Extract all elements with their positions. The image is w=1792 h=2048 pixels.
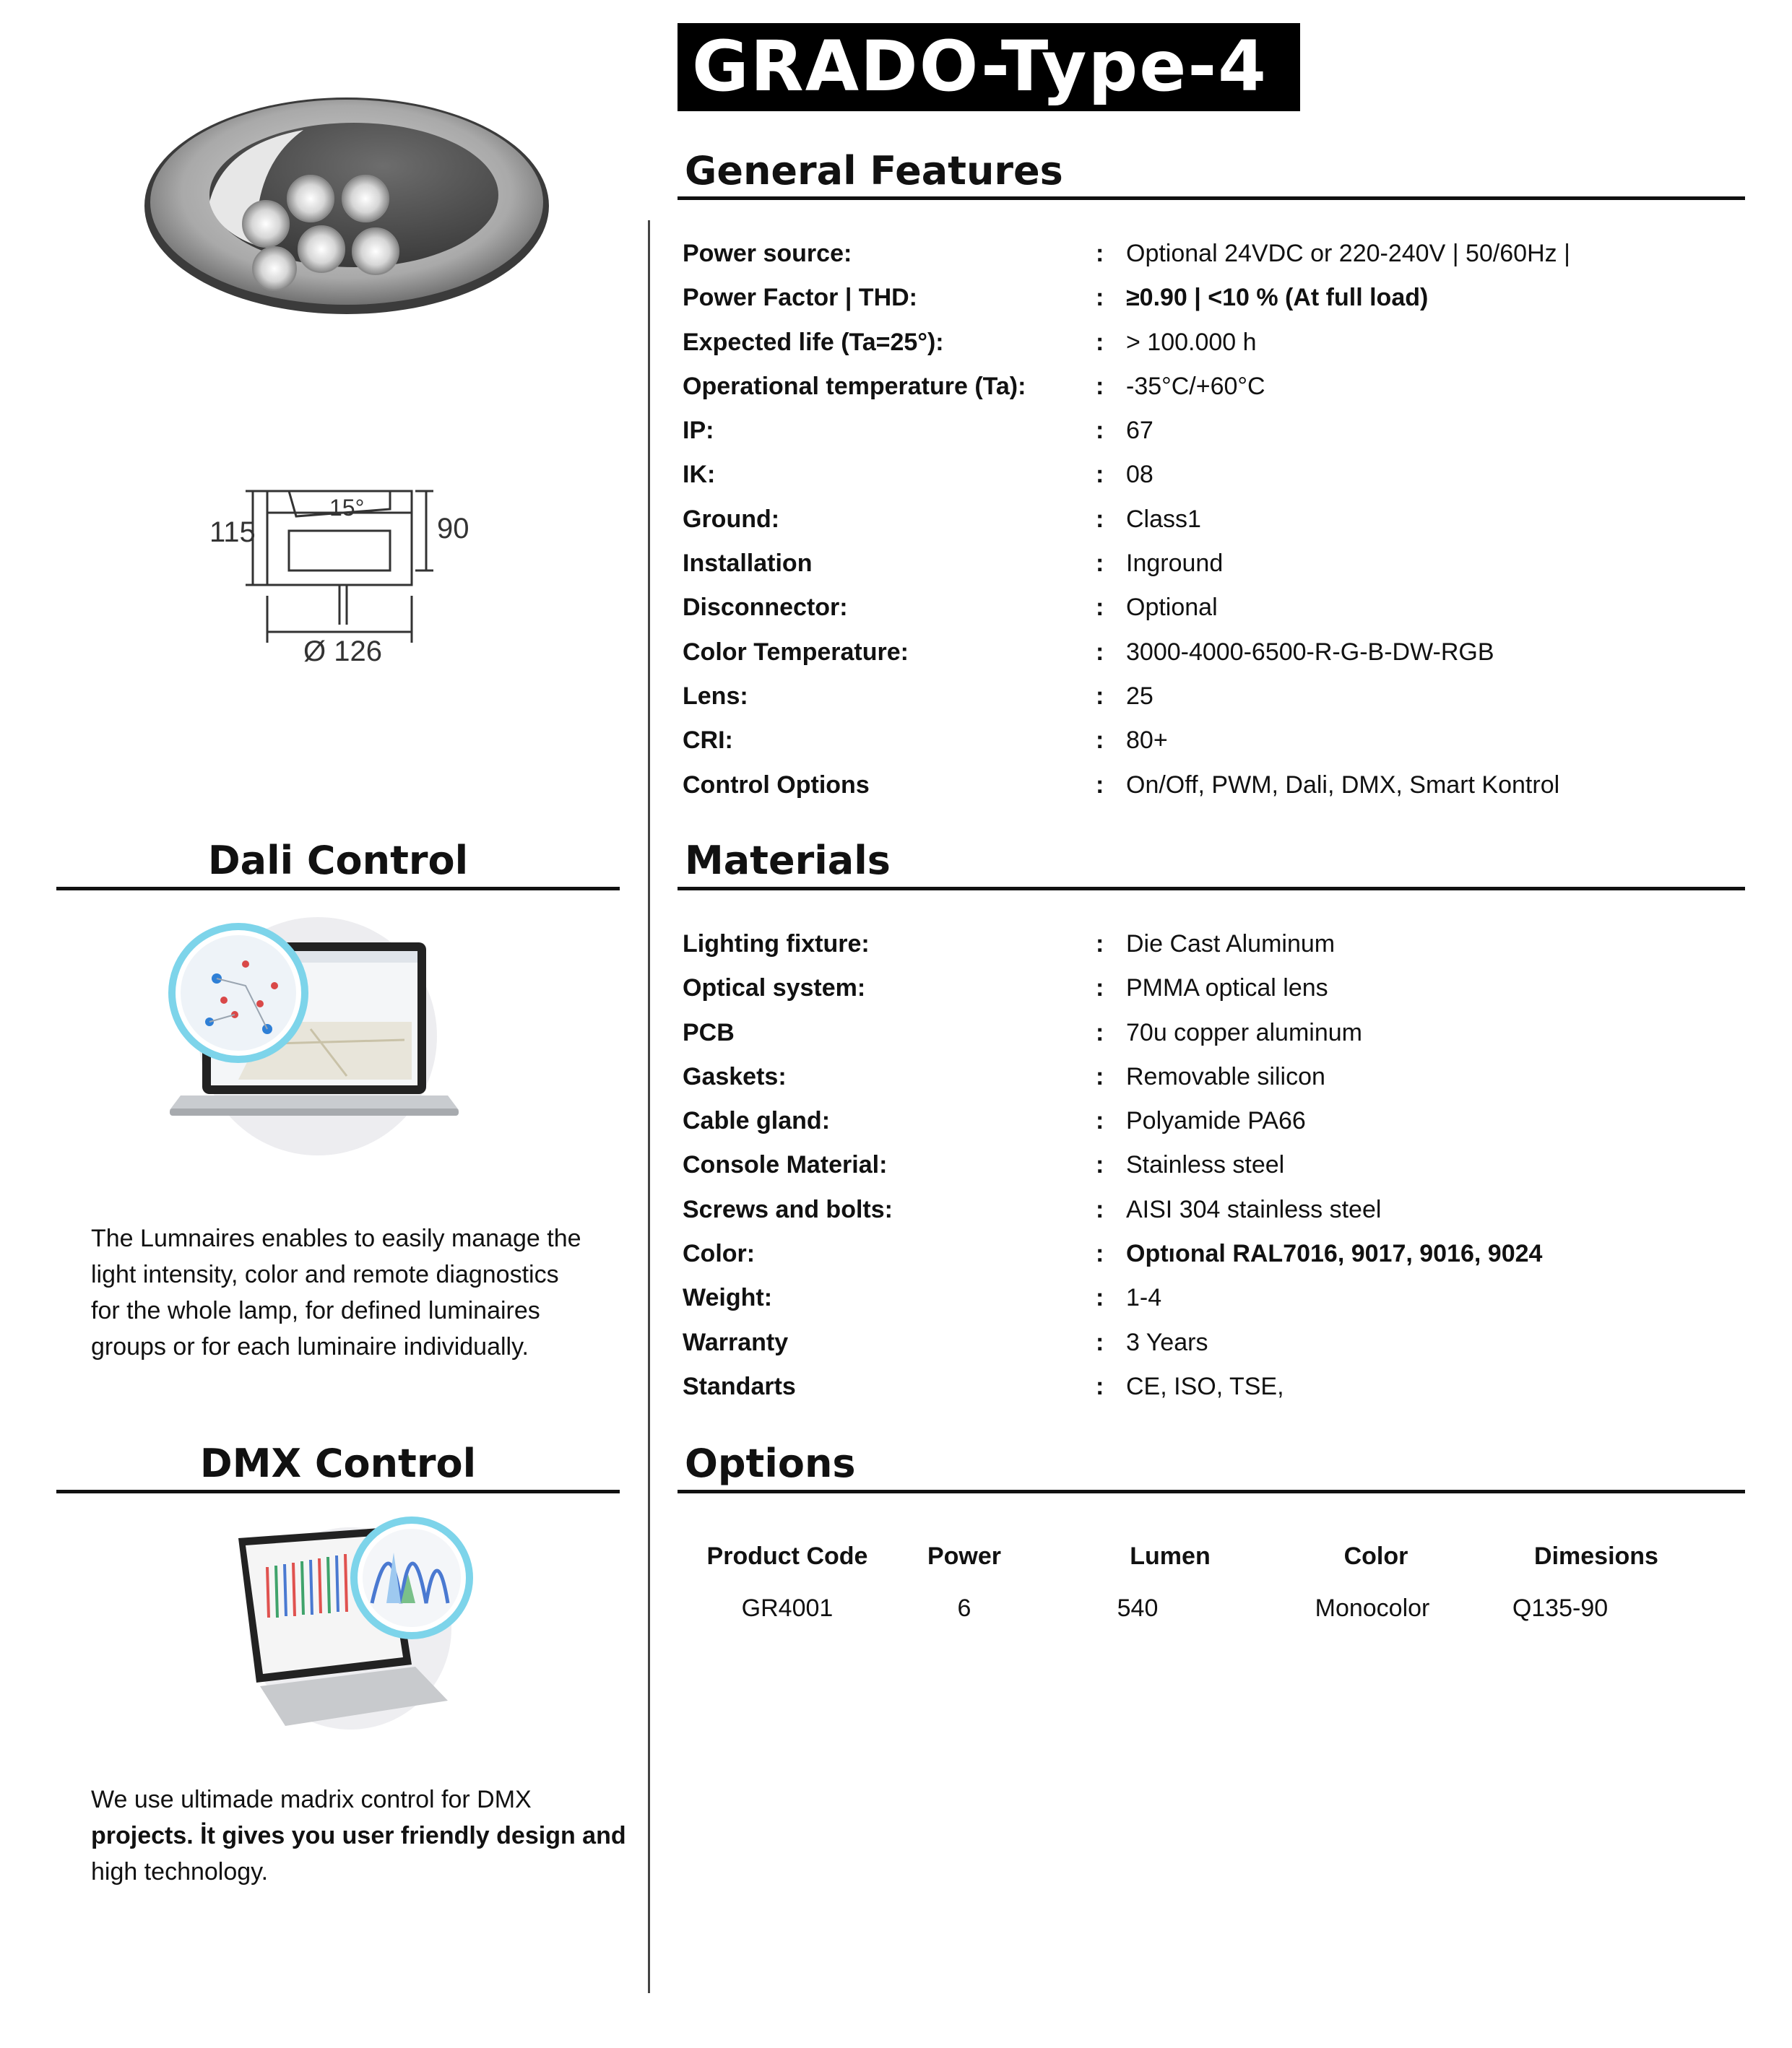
spec-label: Operational temperature (Ta): bbox=[683, 372, 1026, 400]
spec-label: Warranty bbox=[683, 1328, 789, 1356]
spec-label: CRI: bbox=[683, 726, 733, 755]
spec-value: Optional 24VDC or 220-240V | 50/60Hz | bbox=[1126, 240, 1570, 267]
dali-text-line: for the whole lamp, for defined luminaires bbox=[91, 1297, 540, 1324]
spec-row bbox=[683, 678, 1752, 722]
spec-value: Class1 bbox=[1126, 505, 1201, 533]
spec-colon: : bbox=[1096, 1107, 1104, 1135]
spec-label: Installation bbox=[683, 550, 813, 578]
spec-row bbox=[683, 1280, 1752, 1324]
spec-colon: : bbox=[1096, 1284, 1104, 1312]
col-product-code: Product Code bbox=[706, 1542, 868, 1570]
spec-colon: : bbox=[1096, 417, 1104, 445]
spec-label: Lighting fixture: bbox=[683, 930, 870, 958]
spec-colon: : bbox=[1096, 974, 1104, 1002]
spec-row bbox=[683, 456, 1752, 500]
table-row bbox=[683, 1590, 1752, 1642]
options-rule bbox=[678, 1490, 1745, 1493]
spec-row bbox=[683, 1192, 1752, 1236]
laptop-dmx-graph bbox=[217, 1509, 484, 1733]
dmx-text-line: projects. İt gives you user friendly design and bbox=[91, 1822, 626, 1849]
options-header-row bbox=[683, 1538, 1752, 1590]
spec-row bbox=[683, 501, 1752, 545]
spec-colon: : bbox=[1096, 1328, 1104, 1356]
spec-value: 08 bbox=[1126, 461, 1153, 489]
spec-value: Inground bbox=[1126, 550, 1224, 578]
spec-row bbox=[683, 1236, 1752, 1280]
spec-row bbox=[683, 368, 1752, 412]
spec-row bbox=[683, 324, 1752, 368]
dali-control-heading: Dali Control bbox=[207, 838, 469, 883]
col-lumen: Lumen bbox=[1130, 1542, 1211, 1570]
general-features-list bbox=[683, 235, 1752, 811]
column-divider bbox=[648, 220, 650, 1993]
spec-value: 70u copper aluminum bbox=[1126, 1018, 1362, 1046]
spec-row bbox=[683, 1103, 1752, 1147]
spec-label: Gaskets: bbox=[683, 1062, 787, 1090]
spec-value: On/Off, PWM, Dali, DMX, Smart Kontrol bbox=[1126, 771, 1560, 799]
luminaire-photo bbox=[137, 79, 556, 325]
spec-colon: : bbox=[1096, 638, 1104, 666]
spec-label: Standarts bbox=[683, 1372, 796, 1400]
spec-value: 3 Years bbox=[1126, 1328, 1208, 1356]
spec-colon: : bbox=[1096, 461, 1104, 489]
spec-value: Stainless steel bbox=[1126, 1151, 1285, 1179]
col-color: Color bbox=[1343, 1542, 1408, 1570]
dali-text-line: groups or for each luminaire individually. bbox=[91, 1333, 529, 1361]
spec-label: Weight: bbox=[683, 1284, 773, 1312]
col-power: Power bbox=[927, 1542, 1002, 1570]
dali-text-line: light intensity, color and remote diagnostics bbox=[91, 1261, 559, 1288]
spec-row bbox=[683, 545, 1752, 589]
general-features-heading: General Features bbox=[685, 148, 1063, 194]
dali-text-line: The Lumnaires enables to easily manage the bbox=[91, 1225, 581, 1252]
spec-label: Ground: bbox=[683, 505, 780, 533]
spec-colon: : bbox=[1096, 771, 1104, 799]
spec-value: 25 bbox=[1126, 682, 1153, 710]
spec-value: Optional bbox=[1126, 594, 1218, 622]
spec-label: Power source: bbox=[683, 240, 852, 267]
dmx-text-line: We use ultimade madrix control for DMX bbox=[91, 1786, 532, 1813]
dali-description bbox=[91, 1220, 640, 1365]
spec-row bbox=[683, 279, 1752, 324]
spec-row bbox=[683, 970, 1752, 1014]
spec-value: Removable silicon bbox=[1126, 1062, 1325, 1090]
spec-colon: : bbox=[1096, 372, 1104, 400]
spec-label: IK: bbox=[683, 461, 716, 489]
dim-90: 90 bbox=[437, 513, 469, 544]
spec-colon: : bbox=[1096, 1372, 1104, 1400]
spec-label: Color: bbox=[683, 1240, 756, 1268]
spec-row bbox=[683, 1368, 1752, 1413]
spec-label: Expected life (Ta=25°): bbox=[683, 328, 944, 356]
dmx-description bbox=[91, 1782, 640, 1890]
materials-list bbox=[683, 926, 1752, 1413]
spec-colon: : bbox=[1096, 1240, 1104, 1268]
spec-value: ≥0.90 | <10 % (At full load) bbox=[1126, 284, 1429, 312]
spec-value: 3000-4000-6500-R-G-B-DW-RGB bbox=[1126, 638, 1494, 666]
spec-row bbox=[683, 1015, 1752, 1059]
spec-label: IP: bbox=[683, 417, 714, 445]
spec-colon: : bbox=[1096, 594, 1104, 622]
spec-colon: : bbox=[1096, 240, 1104, 267]
spec-label: Cable gland: bbox=[683, 1107, 831, 1135]
spec-label: PCB bbox=[683, 1018, 735, 1046]
spec-label: Power Factor | THD: bbox=[683, 284, 917, 312]
spec-label: Lens: bbox=[683, 682, 748, 710]
spec-row bbox=[683, 767, 1752, 811]
spec-colon: : bbox=[1096, 505, 1104, 533]
cell-lumen: 540 bbox=[1117, 1594, 1159, 1622]
spec-label: Console Material: bbox=[683, 1151, 888, 1179]
dim-diameter: Ø 126 bbox=[303, 635, 382, 667]
spec-label: Optical system: bbox=[683, 974, 866, 1002]
spec-colon: : bbox=[1096, 930, 1104, 958]
spec-value: > 100.000 h bbox=[1126, 328, 1257, 356]
spec-row bbox=[683, 722, 1752, 766]
spec-value: Die Cast Aluminum bbox=[1126, 930, 1336, 958]
materials-rule bbox=[678, 887, 1745, 890]
spec-value: Polyamide PA66 bbox=[1126, 1107, 1306, 1135]
spec-colon: : bbox=[1096, 328, 1104, 356]
spec-value: CE, ISO, TSE, bbox=[1126, 1372, 1284, 1400]
spec-label: Control Options bbox=[683, 771, 870, 799]
spec-value: AISI 304 stainless steel bbox=[1126, 1195, 1382, 1223]
spec-value: 80+ bbox=[1126, 726, 1168, 755]
spec-colon: : bbox=[1096, 1151, 1104, 1179]
spec-colon: : bbox=[1096, 1062, 1104, 1090]
spec-label: Disconnector: bbox=[683, 594, 848, 622]
spec-colon: : bbox=[1096, 1195, 1104, 1223]
options-heading: Options bbox=[685, 1441, 856, 1486]
col-dimensions: Dimesions bbox=[1534, 1542, 1658, 1570]
spec-colon: : bbox=[1096, 1018, 1104, 1046]
general-features-rule bbox=[678, 196, 1745, 200]
cell-color: Monocolor bbox=[1315, 1594, 1430, 1622]
spec-value: 67 bbox=[1126, 417, 1153, 445]
spec-row bbox=[683, 412, 1752, 456]
spec-row bbox=[683, 235, 1752, 279]
spec-row bbox=[683, 926, 1752, 970]
dim-angle: 15° bbox=[329, 495, 365, 521]
laptop-dali-map bbox=[166, 914, 469, 1159]
spec-colon: : bbox=[1096, 284, 1104, 312]
spec-value: PMMA optical lens bbox=[1126, 974, 1328, 1002]
spec-row bbox=[683, 1147, 1752, 1191]
spec-row bbox=[683, 634, 1752, 678]
spec-row bbox=[683, 1059, 1752, 1103]
spec-value: -35°C/+60°C bbox=[1126, 372, 1265, 400]
spec-value: Optıonal RAL7016, 9017, 9016, 9024 bbox=[1126, 1240, 1543, 1268]
spec-row bbox=[683, 1324, 1752, 1368]
spec-colon: : bbox=[1096, 550, 1104, 578]
options-table bbox=[683, 1538, 1752, 1642]
dali-control-rule bbox=[56, 887, 620, 890]
spec-label: Screws and bolts: bbox=[683, 1195, 893, 1223]
dmx-control-heading: DMX Control bbox=[199, 1441, 477, 1486]
spec-label: Color Temperature: bbox=[683, 638, 909, 666]
cell-product-code: GR4001 bbox=[741, 1594, 834, 1622]
spec-colon: : bbox=[1096, 726, 1104, 755]
spec-value: 1-4 bbox=[1126, 1284, 1162, 1312]
materials-heading: Materials bbox=[685, 838, 891, 883]
dmx-text-line: high technology. bbox=[91, 1858, 269, 1886]
spec-colon: : bbox=[1096, 682, 1104, 710]
cell-dimensions: Q135-90 bbox=[1512, 1594, 1609, 1622]
dim-115: 115 bbox=[209, 516, 256, 548]
cell-power: 6 bbox=[957, 1594, 971, 1622]
spec-row bbox=[683, 589, 1752, 633]
dmx-control-rule bbox=[56, 1490, 620, 1493]
product-title: GRADO-Type-4 bbox=[692, 26, 1268, 107]
